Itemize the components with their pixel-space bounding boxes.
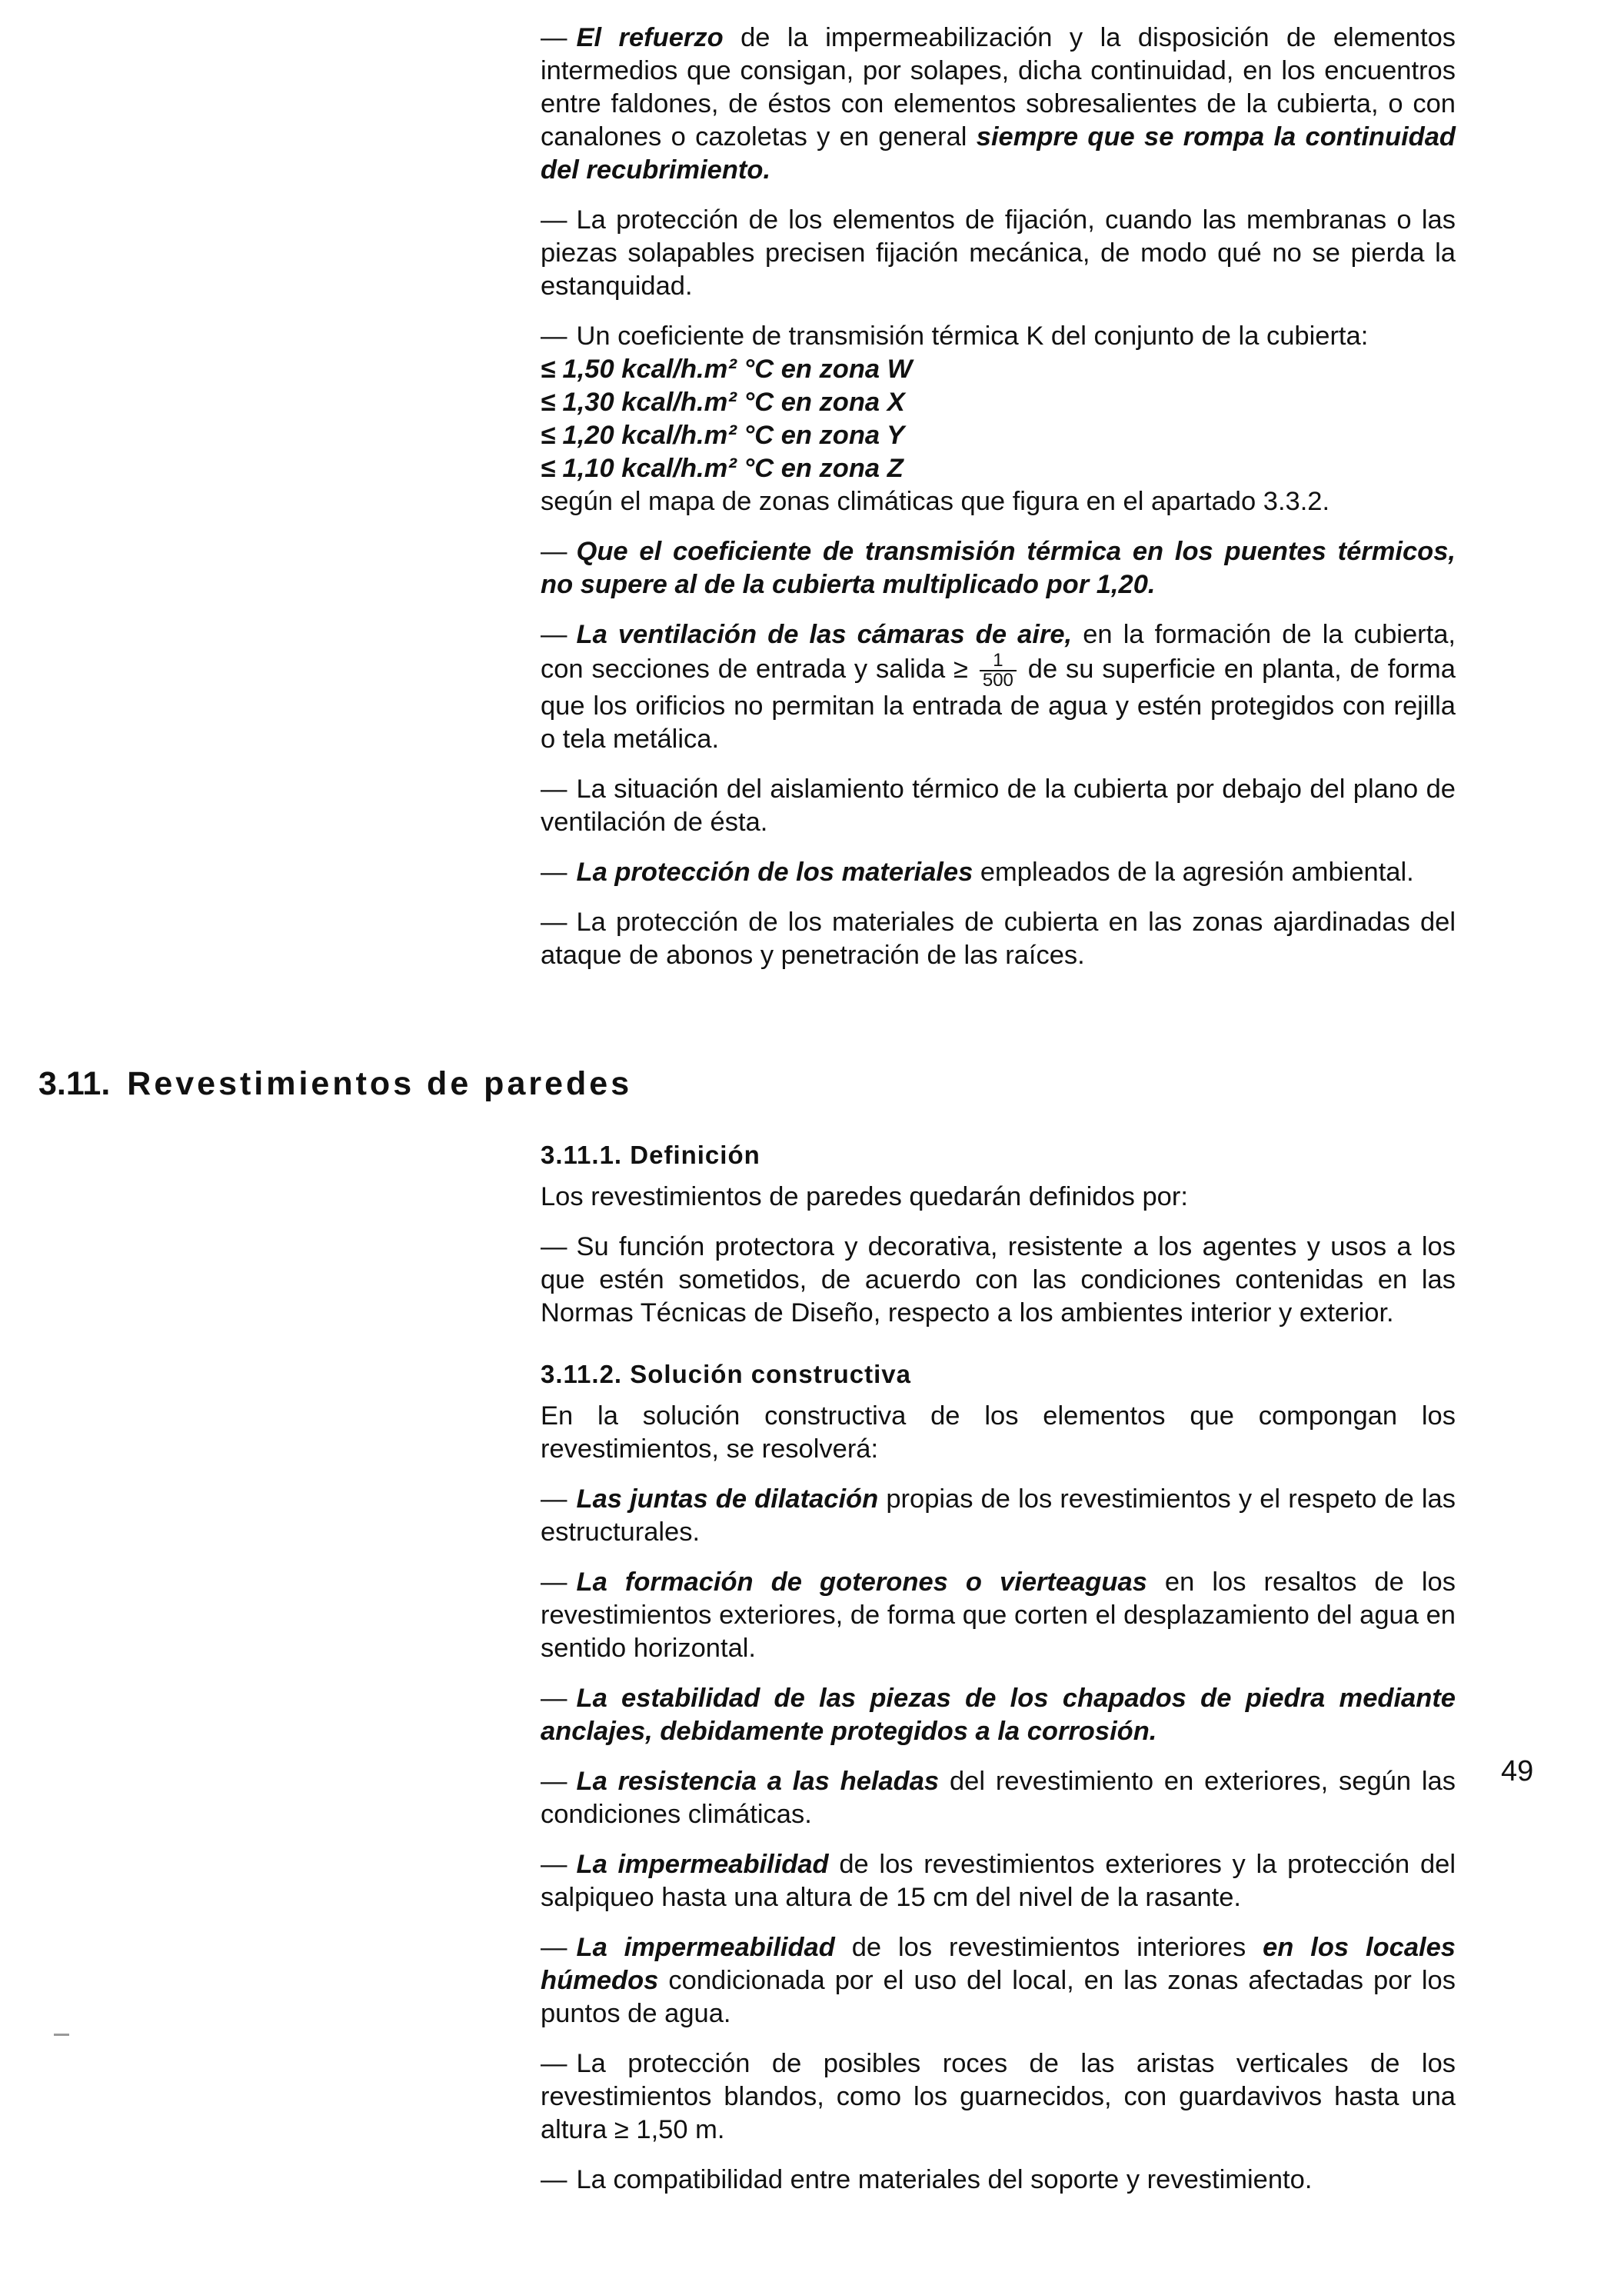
section-number: 3.11. [38,1065,111,1102]
bold-phrase: La impermeabilidad [576,1933,835,1962]
scan-mark [54,2034,69,2036]
body-text: La protección de posibles roces de las aristas verticales de los revestimientos blandos, como los guarnecidos, con guardavivos hasta una altura ≥ 1,50 m. [541,2049,1456,2144]
dash: — [541,205,567,235]
section-title: Revestimientos de paredes [127,1065,633,1102]
dash: — [541,1767,567,1796]
bold-phrase: siempre que se rompa la continuidad del recubrimiento. [541,122,1456,185]
paragraph-proteccion-materiales [541,856,1456,889]
body-text: de su superficie en planta, de forma que los orificios no permitan la entrada de agua y estén protegidos con rejilla o tela metálica. [541,655,1456,754]
dash: — [541,620,567,649]
dash: — [541,1933,567,1962]
page-number: 49 [1501,1755,1534,1787]
subsection-heading-solucion: 3.11.2. Solución constructiva [541,1360,911,1388]
paragraph-aislamiento [541,773,1456,839]
dash: — [541,2165,567,2194]
dash: — [541,1684,567,1713]
bold-phrase: La estabilidad de las piezas de los chapados de piedra mediante anclajes, debidamente protegidos a la corrosión. [541,1684,1456,1746]
body-text: La situación del aislamiento térmico de la cubierta por debajo del plano de ventilación de ésta. [541,775,1456,837]
dash: — [541,2049,567,2078]
paragraph-impermeabilidad-exterior [541,1848,1456,1914]
bold-phrase: Las juntas de dilatación [576,1484,879,1514]
body-text: de la impermeabilización y la disposición de elementos intermedios que consigan, por solapes, dicha continuidad, en los encuentros entre faldones, de éstos con elementos sobresalientes de la cubierta, o con canalones o cazoletas y en general [541,23,1456,152]
bottom-text-column [541,1138,1456,2214]
paragraph-zonas-ajardinadas [541,906,1456,972]
section-heading [38,1065,632,1103]
bold-phrase: La impermeabilidad [576,1850,829,1879]
body-text: La protección de los elementos de fijación, cuando las membranas o las piezas solapables precisen fijación mecánica, de modo qué no se pierda la estanquidad. [541,205,1456,301]
dash: — [541,1484,567,1514]
coefficient-zone-z: ≤ 1,10 kcal/h.m² °C en zona Z [541,454,904,483]
body-text: según el mapa de zonas climáticas que figura en el apartado 3.3.2. [541,487,1330,516]
paragraph-goterones [541,1566,1456,1665]
paragraph-fijacion [541,204,1456,303]
bold-phrase: La formación de goterones o vierteaguas [576,1567,1147,1597]
dash: — [541,23,567,52]
bold-phrase: La resistencia a las heladas [576,1767,940,1796]
subsection-intro: En la solución constructiva de los elementos que compongan los revestimientos, se resolverá: [541,1401,1456,1464]
fraction [980,651,1017,690]
dash: — [541,1850,567,1879]
dash: — [541,858,567,887]
dash: — [541,321,567,351]
fraction-numerator: 1 [980,651,1017,671]
paragraph-ventilacion [541,618,1456,756]
paragraph-juntas [541,1483,1456,1549]
paragraph-compatibilidad [541,2164,1456,2197]
body-text: en la formación de la cubierta, con secciones de entrada y salida ≥ [541,620,1456,685]
bold-phrase: Que el coeficiente de transmisión térmica en los puentes térmicos, no supere al de la cubierta multiplicado por 1,20. [541,537,1456,599]
bold-phrase: La ventilación de las cámaras de aire, [576,620,1073,649]
coefficient-zone-x: ≤ 1,30 kcal/h.m² °C en zona X [541,388,905,417]
body-text: en los resaltos de los revestimientos exteriores, de forma que corten el desplazamiento del agua en sentido horizontal. [541,1567,1456,1663]
paragraph-estabilidad [541,1682,1456,1748]
body-text: del revestimiento en exteriores, según las condiciones climáticas. [541,1767,1456,1829]
dash: — [541,775,567,804]
bold-phrase: en los locales húmedos [541,1933,1456,1995]
bold-phrase: El refuerzo [576,23,724,52]
coefficient-zone-y: ≤ 1,20 kcal/h.m² °C en zona Y [541,421,905,450]
body-text: condicionada por el uso del local, en las zonas afectadas por los puntos de agua. [541,1966,1456,2028]
bold-phrase: La protección de los materiales [576,858,973,887]
paragraph-impermeabilidad-interior [541,1931,1456,2030]
fraction-denominator: 500 [982,670,1013,691]
body-text: La compatibilidad entre materiales del soporte y revestimiento. [576,2165,1313,2194]
dash: — [541,1567,567,1597]
subsection-heading-definicion: 3.11.1. Definición [541,1141,760,1169]
body-text: La protección de los materiales de cubierta en las zonas ajardinadas del ataque de abonos y penetración de las raíces. [541,908,1456,970]
paragraph-funcion [541,1231,1456,1330]
body-text: Un coeficiente de transmisión térmica K del conjunto de la cubierta: [576,321,1369,351]
dash: — [541,537,567,566]
paragraph-heladas [541,1765,1456,1831]
body-text: propias de los revestimientos y el respeto de las estructurales. [541,1484,1456,1547]
top-text-column [541,22,1456,989]
paragraph-puentes-termicos [541,535,1456,601]
body-text: de los revestimientos exteriores y la protección del salpiqueo hasta una altura de 15 cm del nivel de la rasante. [541,1850,1456,1912]
dash: — [541,908,567,937]
body-text: de los revestimientos interiores [834,1933,1263,1962]
coefficient-zone-w: ≤ 1,50 kcal/h.m² °C en zona W [541,355,913,384]
paragraph-refuerzo [541,22,1456,187]
subsection-intro: Los revestimientos de paredes quedarán definidos por: [541,1182,1188,1211]
body-text: Su función protectora y decorativa, resistente a los agentes y usos a los que estén sometidos, de acuerdo con las condiciones contenidas en las Normas Técnicas de Diseño, respecto a los ambientes interior y exterior. [541,1232,1456,1328]
body-text: empleados de la agresión ambiental. [973,858,1414,887]
dash: — [541,1232,567,1261]
paragraph-roces [541,2047,1456,2147]
paragraph-coeficiente [541,320,1456,518]
